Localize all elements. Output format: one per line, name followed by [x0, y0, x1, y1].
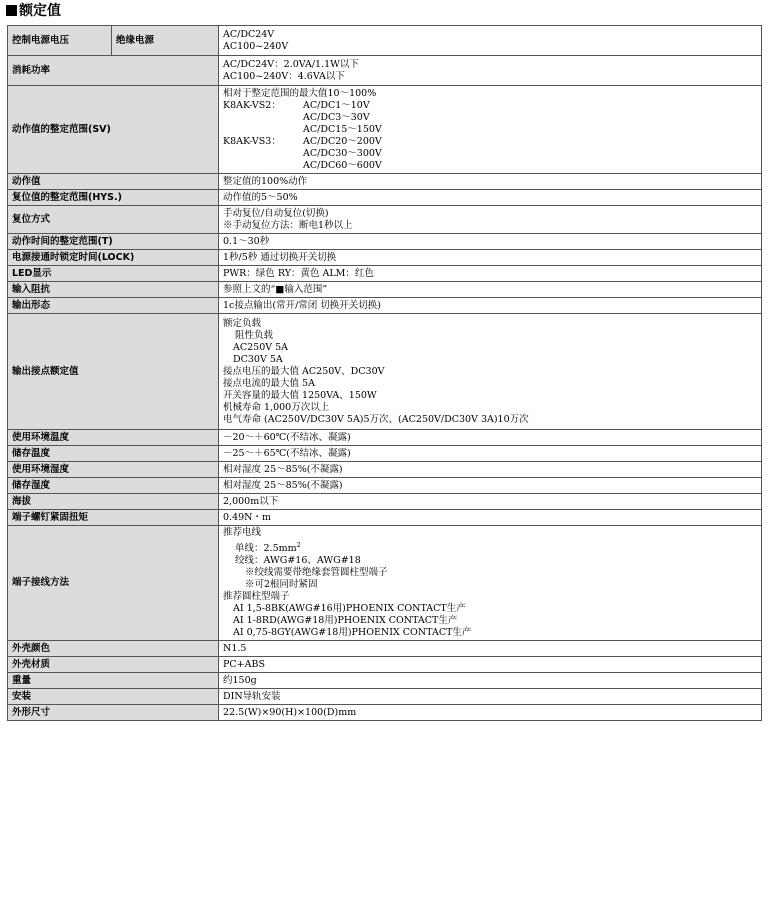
table-row: [8, 206, 762, 234]
row-value: PWR：绿色 RY：黄色 ALM：红色: [219, 266, 762, 282]
row-value: [219, 314, 762, 430]
row-label: 重量: [8, 673, 219, 689]
model-range-list: [223, 100, 757, 172]
row-label: 控制电源电压: [8, 26, 112, 56]
value-line: 接点电流的最大值 5A: [223, 377, 315, 389]
row-label: 输出接点额定值: [8, 314, 219, 430]
row-value: 0.49N・m: [219, 510, 762, 526]
single-wire-text: 单线：2.5mm: [235, 543, 297, 554]
table-row: [8, 510, 762, 526]
row-label: 端子接线方法: [8, 526, 219, 641]
row-value: 0.1～30秒: [219, 234, 762, 250]
row-value: －20～＋60℃(不结冰、凝露): [219, 430, 762, 446]
value-line: AC250V 5A: [233, 341, 289, 353]
value-line: AI 1-8RD(AWG#18用)PHOENIX CONTACT生产: [233, 615, 458, 626]
row-value: 1c接点输出(常开/常闭 切换开关切换): [219, 298, 762, 314]
value-line: 接点电压的最大值 AC250V、DC30V: [223, 365, 385, 377]
table-row: [8, 56, 762, 86]
model-name: K8AK-VS2：: [223, 99, 281, 111]
row-label: 外壳颜色: [8, 641, 219, 657]
row-label: LED显示: [8, 266, 219, 282]
value-line: 阻性负载: [235, 329, 274, 341]
row-label: 海拔: [8, 494, 219, 510]
row-value: N1.5: [219, 641, 762, 657]
row-label: 输入阻抗: [8, 282, 219, 298]
table-row: [8, 478, 762, 494]
row-label: 动作值: [8, 174, 219, 190]
table-row: [8, 462, 762, 478]
row-value: 2,000m以下: [219, 494, 762, 510]
model-name: K8AK-VS3：: [223, 135, 281, 147]
row-value: [219, 206, 762, 234]
table-row: [8, 26, 762, 56]
value-line: [223, 539, 757, 555]
value-line: AC/DC24V: [223, 28, 275, 40]
row-label: 复位方式: [8, 206, 219, 234]
value-line: 手动复位/自动复位(切换): [223, 207, 329, 219]
section-title: [6, 0, 61, 22]
row-label: 复位值的整定范围(HYS.): [8, 190, 219, 206]
value-line: ※手动复位方法：断电1秒以上: [223, 219, 353, 231]
row-sublabel: 绝缘电源: [112, 26, 219, 56]
square-bullet-icon: [6, 5, 17, 16]
value-line: 推荐圆柱型端子: [223, 591, 290, 602]
row-label: 电源接通时锁定时间(LOCK): [8, 250, 219, 266]
row-value: [219, 526, 762, 641]
value-line: ※绞线需要带绝缘套管圆柱型端子: [245, 567, 388, 578]
table-row: [8, 266, 762, 282]
value-line: AC/DC24V：2.0VA/1.1W以下: [223, 58, 359, 70]
range-value: AC/DC3～30V: [303, 111, 370, 123]
row-label: 外形尺寸: [8, 705, 219, 721]
row-value: 22.5(W)×90(H)×100(D)mm: [219, 705, 762, 721]
value-line: ※可2根同时紧固: [245, 579, 318, 590]
table-row: [8, 657, 762, 673]
row-label: 外壳材质: [8, 657, 219, 673]
row-value: 参照上文的“■输入范围”: [219, 282, 762, 298]
row-label: 使用环境湿度: [8, 462, 219, 478]
table-row: [8, 705, 762, 721]
value-line: AI 1,5-8BK(AWG#16用)PHOENIX CONTACT生产: [233, 603, 466, 614]
row-value: 1秒/5秒 通过切换开关切换: [219, 250, 762, 266]
value-line: AC100~240V: [223, 40, 289, 52]
table-row: [8, 430, 762, 446]
row-value: 相对湿度 25～85%(不凝露): [219, 462, 762, 478]
row-value: 约150g: [219, 673, 762, 689]
row-label: 端子螺钉紧固扭矩: [8, 510, 219, 526]
table-row: [8, 174, 762, 190]
range-value: AC/DC60～600V: [303, 159, 382, 171]
section-title-text: 额定值: [19, 3, 61, 19]
table-row: [8, 282, 762, 298]
row-label: 输出形态: [8, 298, 219, 314]
row-label: 消耗功率: [8, 56, 219, 86]
table-row: [8, 86, 762, 174]
value-line: 机械寿命 1,000万次以上: [223, 401, 330, 413]
row-value: 相对湿度 25～85%(不凝露): [219, 478, 762, 494]
row-value: 整定值的100%动作: [219, 174, 762, 190]
row-value: [219, 56, 762, 86]
value-line: AI 0,75-8GY(AWG#18用)PHOENIX CONTACT生产: [233, 627, 472, 638]
row-value: PC+ABS: [219, 657, 762, 673]
table-row: [8, 250, 762, 266]
value-line: 开关容量的最大值 1250VA、150W: [223, 389, 377, 401]
table-row: [8, 234, 762, 250]
row-value: [219, 86, 762, 174]
range-value: AC/DC30～300V: [303, 147, 382, 159]
table-row: [8, 526, 762, 641]
table-row: [8, 494, 762, 510]
value-line: DC30V 5A: [233, 353, 283, 365]
value-line: 推荐电线: [223, 527, 262, 538]
range-value: AC/DC20～200V: [303, 135, 382, 147]
value-line: 额定负载: [223, 317, 262, 329]
table-row: [8, 314, 762, 430]
value-line: AC100~240V：4.6VA以下: [223, 70, 345, 82]
row-label: 动作时间的整定范围(T): [8, 234, 219, 250]
table-row: [8, 641, 762, 657]
value-line: 相对于整定范围的最大值10～100%: [223, 87, 377, 99]
table-row: [8, 446, 762, 462]
row-label: 使用环境温度: [8, 430, 219, 446]
table-row: [8, 190, 762, 206]
range-value: AC/DC1～10V: [303, 99, 370, 111]
row-label: 动作值的整定范围(SV): [8, 86, 219, 174]
range-value: AC/DC15～150V: [303, 123, 382, 135]
row-value: －25～＋65℃(不结冰、凝露): [219, 446, 762, 462]
table-row: [8, 673, 762, 689]
value-line: 电气寿命 (AC250V/DC30V 5A)5万次、(AC250V/DC30V 3A)10万次: [223, 413, 529, 425]
row-label: 安装: [8, 689, 219, 705]
table-row: [8, 298, 762, 314]
row-value: [219, 26, 762, 56]
row-label: 储存湿度: [8, 478, 219, 494]
row-label: 储存温度: [8, 446, 219, 462]
ratings-table: [7, 25, 762, 721]
row-value: DIN导轨安装: [219, 689, 762, 705]
value-line: 绞线：AWG#16、AWG#18: [235, 555, 361, 566]
table-row: [8, 689, 762, 705]
superscript: 2: [296, 541, 301, 549]
row-value: 动作值的5～50%: [219, 190, 762, 206]
